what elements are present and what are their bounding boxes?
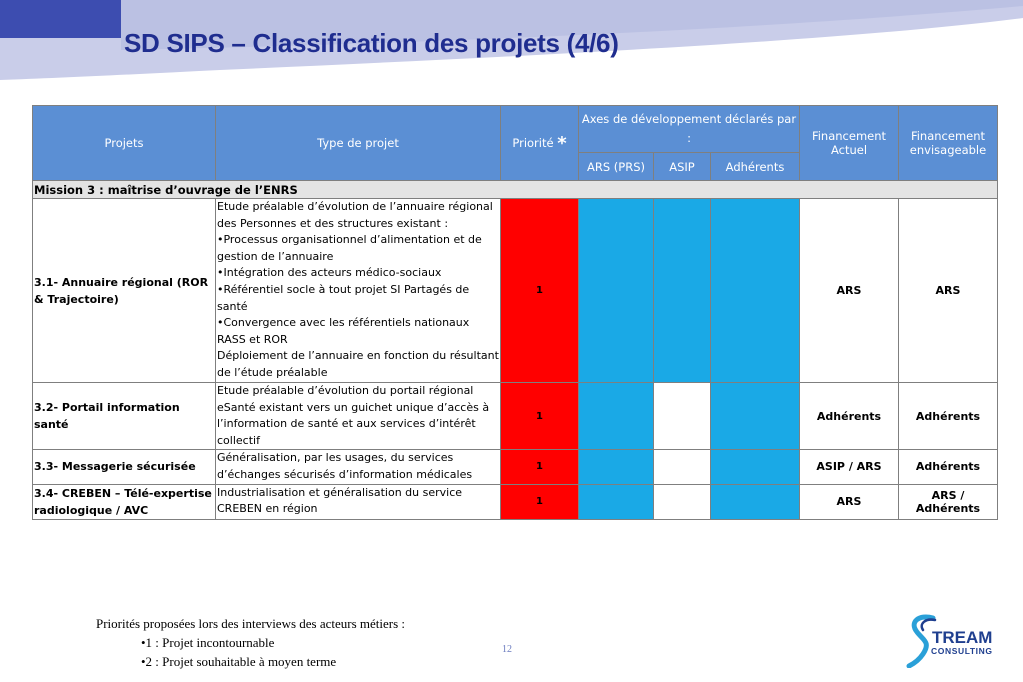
project-name: 3.4- CREBEN – Télé-expertise radiologique / AVC [33, 484, 216, 519]
priority-cell: 1 [501, 199, 579, 383]
type-line: •Convergence avec les référentiels nationaux RASS et ROR [217, 316, 470, 346]
fin-actuel-cell: ARS [800, 199, 899, 383]
priority-cell: 1 [501, 383, 579, 450]
fin-envisageable-cell: Adhérents [899, 450, 998, 484]
axis-ars-cell [579, 383, 654, 450]
axis-asip-cell [654, 199, 711, 383]
header-asip: ASIP [654, 153, 711, 181]
footnote-item: •1 : Projet incontournable [141, 635, 275, 650]
project-type [216, 484, 501, 519]
priority-footnote [96, 614, 405, 671]
table-row [33, 450, 998, 484]
project-name: 3.2- Portail information santé [33, 383, 216, 450]
type-line: Déploiement de l’annuaire en fonction du résultant de l’étude préalable [217, 349, 499, 379]
fin-envisageable-cell: ARS [899, 199, 998, 383]
priority-cell: 1 [501, 450, 579, 484]
footnote-intro: Priorités proposées lors des interviews des acteurs métiers : [96, 616, 406, 631]
stream-consulting-logo [905, 612, 1009, 668]
type-line: Etude préalable d’évolution de l’annuaire régional des Personnes et des structures existant : [217, 200, 493, 230]
project-name: 3.3- Messagerie sécurisée [33, 450, 216, 484]
fin-envisageable-cell: ARS / Adhérents [899, 484, 998, 519]
table-row [33, 383, 998, 450]
header-projets: Projets [33, 106, 216, 181]
mission-row: Mission 3 : maîtrise d’ouvrage de l’ENRS [33, 181, 998, 199]
axis-asip-cell [654, 484, 711, 519]
axis-adherents-cell [711, 199, 800, 383]
header-type: Type de projet [216, 106, 501, 181]
header-ars: ARS (PRS) [579, 153, 654, 181]
page-title: SD SIPS – Classification des projets (4/6) [124, 28, 619, 58]
asterisk-mark: * [557, 132, 567, 154]
fin-envisageable-cell: Adhérents [899, 383, 998, 450]
logo-text-main: TREAM [932, 628, 993, 647]
header-adherents: Adhérents [711, 153, 800, 181]
type-line: •Processus organisationnel d’alimentation et de gestion de l’annuaire [217, 233, 482, 263]
axis-asip-cell [654, 450, 711, 484]
axis-ars-cell [579, 199, 654, 383]
project-type [216, 383, 501, 450]
classification-table [32, 105, 998, 520]
axis-asip-cell [654, 383, 711, 450]
header-axes: Axes de développement déclarés par : [579, 106, 800, 153]
table-row [33, 484, 998, 519]
type-line: Industrialisation et généralisation du service CREBEN en région [217, 485, 463, 516]
type-line: •Intégration des acteurs médico-sociaux [217, 266, 442, 280]
logo-text-sub: CONSULTING [931, 646, 993, 656]
header-priorite-label: Priorité [512, 135, 554, 150]
axis-adherents-cell [711, 484, 800, 519]
type-line: •Référentiel socle à tout projet SI Partagés de santé [217, 282, 470, 313]
priority-cell: 1 [501, 484, 579, 519]
axis-ars-cell [579, 450, 654, 484]
axis-adherents-cell [711, 450, 800, 484]
project-type [216, 199, 501, 383]
type-line: Généralisation, par les usages, du services d’échanges sécurisés d’information médicales [217, 451, 473, 481]
header-fin-actuel: Financement Actuel [800, 106, 899, 181]
project-type [216, 450, 501, 484]
fin-actuel-cell: ARS [800, 484, 899, 519]
header-fin-envisageable: Financement envisageable [899, 106, 998, 181]
axis-ars-cell [579, 484, 654, 519]
fin-actuel-cell: Adhérents [800, 383, 899, 450]
table-row [33, 199, 998, 383]
project-name: 3.1- Annuaire régional (ROR & Trajectoire) [33, 199, 216, 383]
fin-actuel-cell: ASIP / ARS [800, 450, 899, 484]
footnote-item: •2 : Projet souhaitable à moyen terme [141, 654, 337, 669]
page-number: 12 [502, 644, 512, 655]
type-line: Etude préalable d’évolution du portail régional eSanté existant vers un guichet unique d’accès à l’information de santé et aux services d’intérêt collectif [217, 384, 490, 447]
header-priorite [501, 106, 579, 181]
axis-adherents-cell [711, 383, 800, 450]
